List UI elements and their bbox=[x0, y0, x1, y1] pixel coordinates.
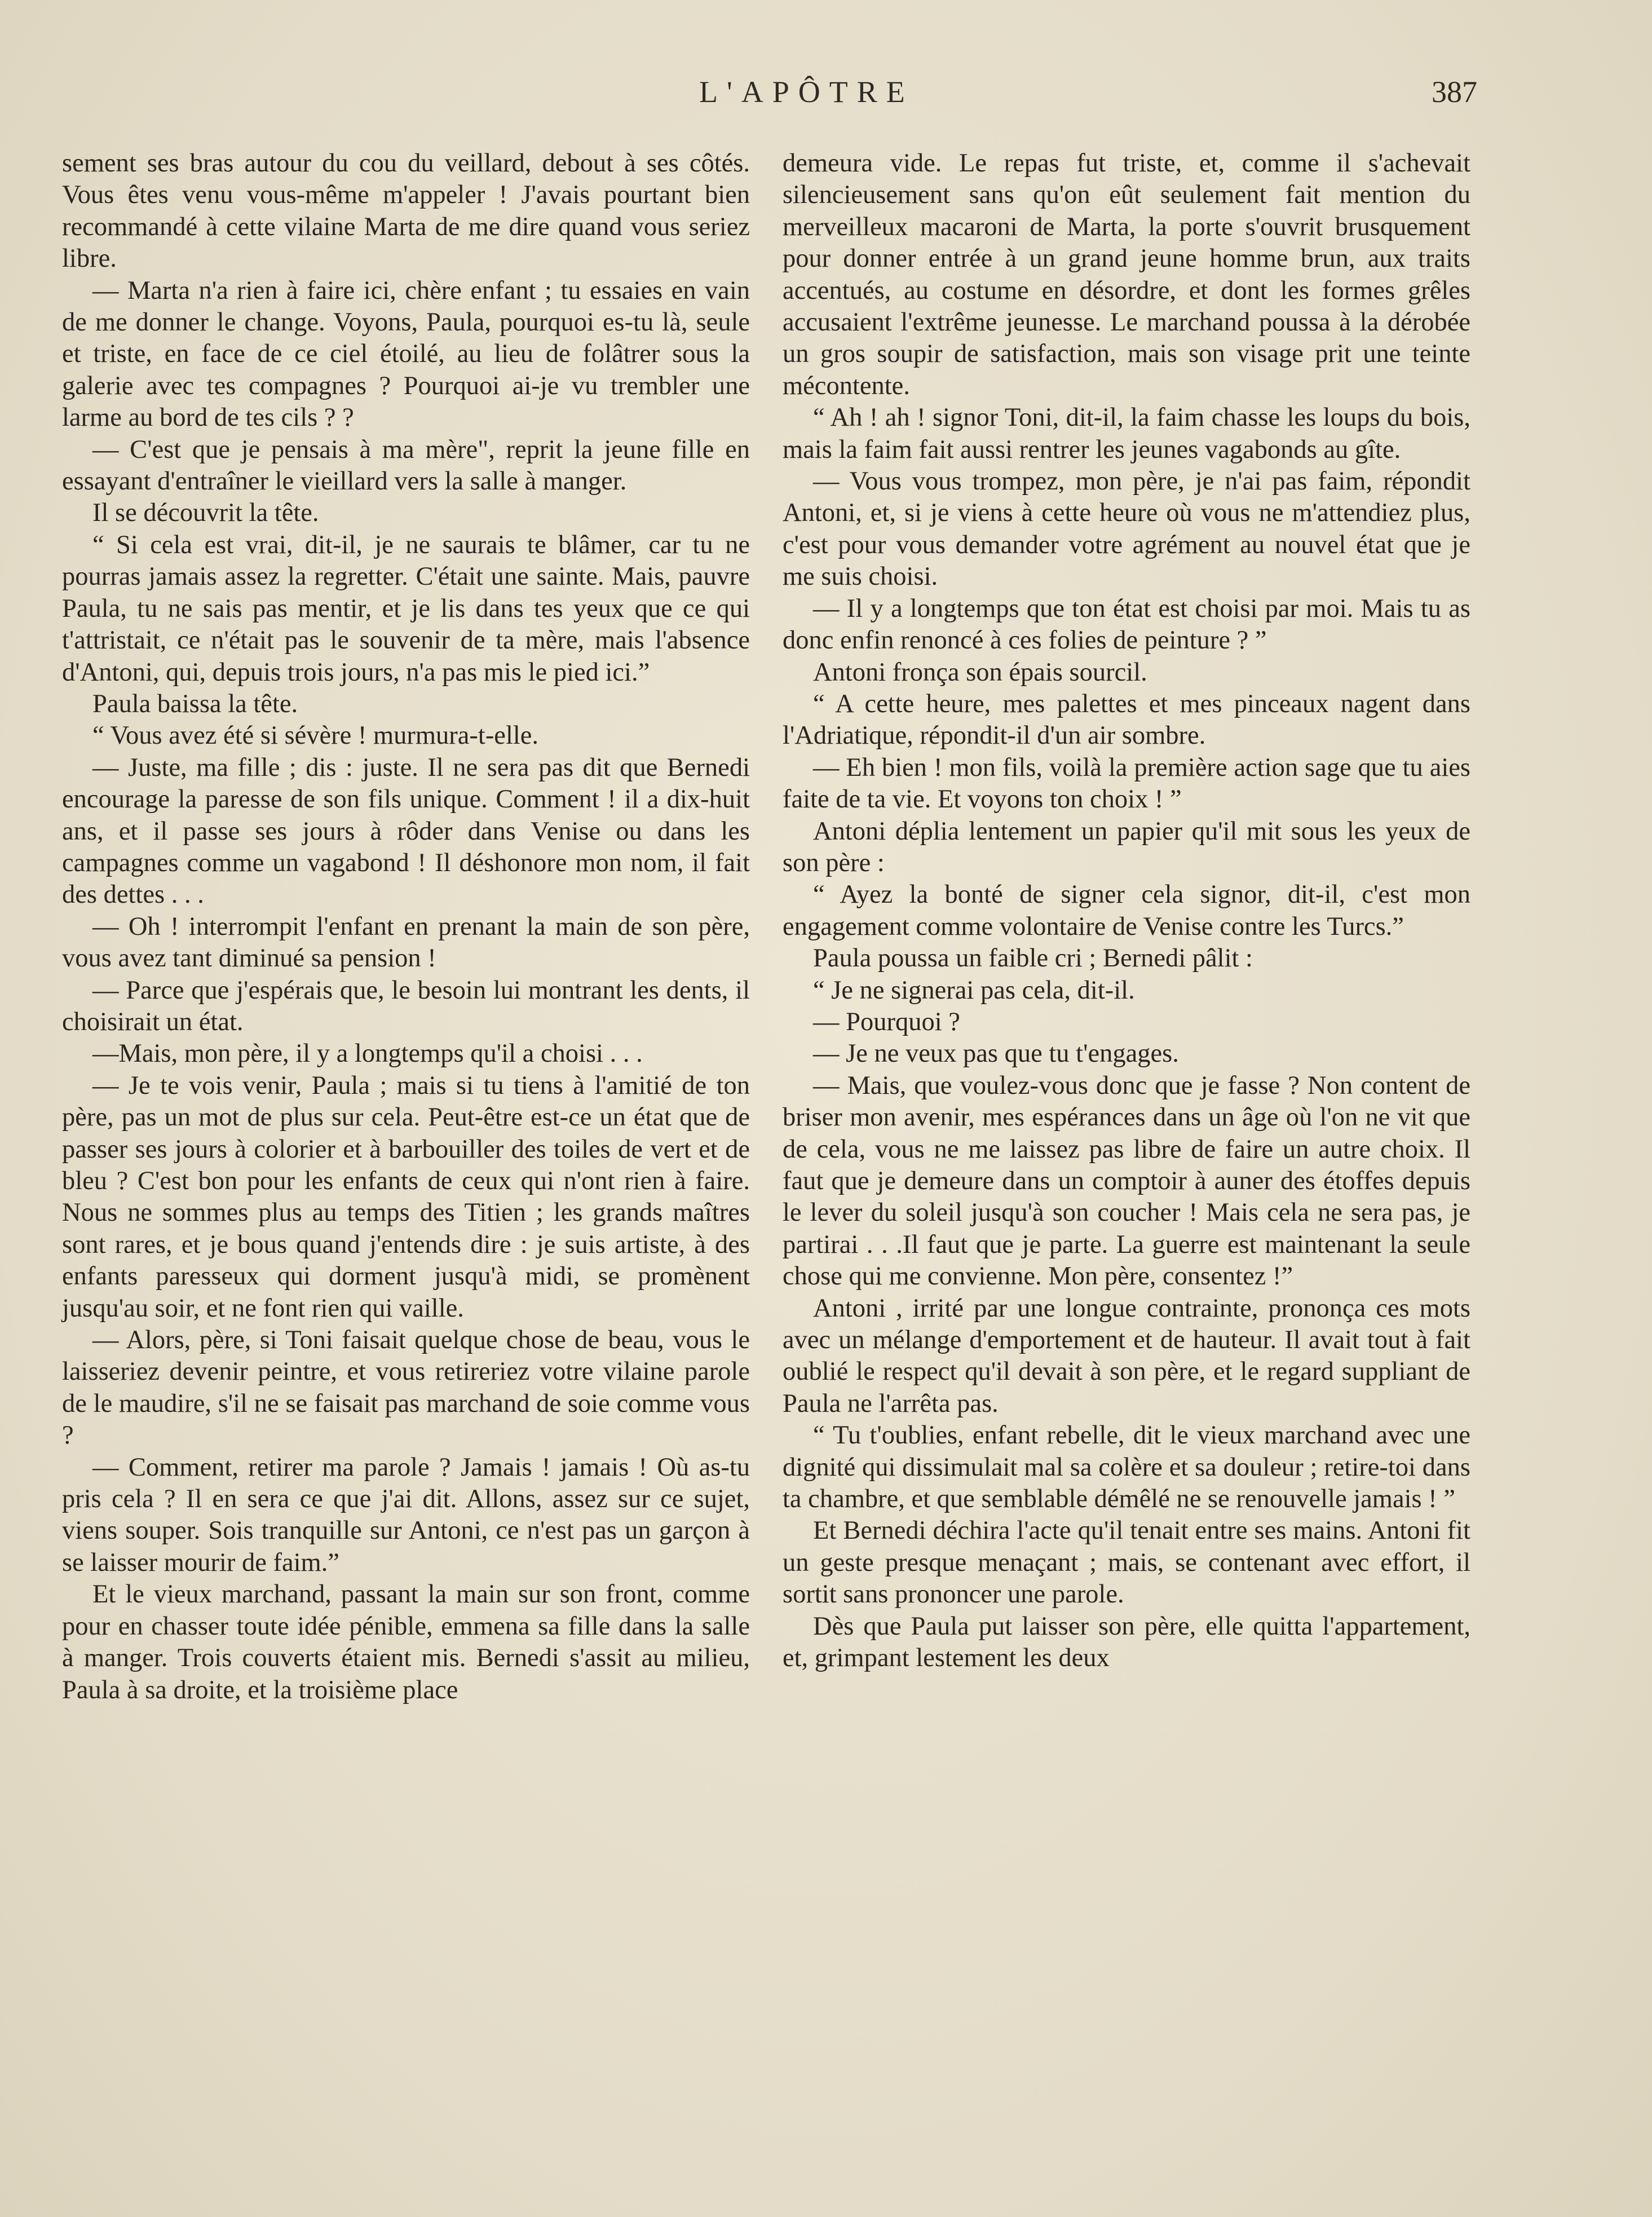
running-title: L'APÔTRE bbox=[699, 75, 914, 109]
paragraph: Antoni déplia lentement un papier qu'il mit sous les yeux de son père : bbox=[783, 816, 1470, 877]
paragraph: “ Ayez la bonté de signer cela signor, dit-il, c'est mon engagement comme volontaire de Venise contre les Turcs.” bbox=[783, 880, 1470, 941]
paragraph: “ Ah ! ah ! signor Toni, dit-il, la faim chasse les loups du bois, mais la faim fait aussi rentrer les jeunes vagabonds au gîte. bbox=[783, 403, 1470, 464]
paragraph: — Pourquoi ? bbox=[813, 1007, 960, 1036]
paragraph: Paula baissa la tête. bbox=[92, 689, 298, 718]
left-text-column bbox=[62, 148, 750, 1706]
paragraph: demeura vide. Le repas fut triste, et, comme il s'achevait silencieusement sans qu'on eût seulement fait mention du merveilleux macaroni de Marta, la porte s'ouvrit brusquement pour donner entrée à un grand jeune homme brun, aux traits accentués, au costume en désordre, et dont les formes grêles accusaient l'extrême jeunesse. Le marchand poussa à la dérobée un gros soupir de satisfaction, mais son visage prit une teinte mécontente. bbox=[783, 149, 1470, 400]
right-text-column bbox=[783, 148, 1470, 1675]
page-number: 387 bbox=[1432, 75, 1477, 109]
paragraph: Antoni , irrité par une longue contrainte, prononça ces mots avec un mélange d'emportement et de hauteur. Il avait tout à fait oublié le respect qu'il devait à son père, et le regard suppliant de Paula ne l'arrêta pas. bbox=[783, 1293, 1470, 1418]
paragraph: — Je ne veux pas que tu t'engages. bbox=[813, 1039, 1179, 1068]
paragraph: — Il y a longtemps que ton état est choisi par moi. Mais tu as donc enfin renoncé à ces folies de peinture ? ” bbox=[783, 594, 1470, 655]
paragraph: — C'est que je pensais à ma mère", reprit la jeune fille en essayant d'entraîner le vieillard vers la salle à manger. bbox=[62, 435, 750, 496]
paragraph: “ Tu t'oublies, enfant rebelle, dit le vieux marchand avec une dignité qui dissimulait mal sa colère et sa douleur ; retire-toi dans ta chambre, et que semblable démêlé ne se renouvelle jamais ! ” bbox=[783, 1421, 1470, 1514]
paragraph: “ A cette heure, mes palettes et mes pinceaux nagent dans l'Adriatique, répondit-il d'un air sombre. bbox=[783, 689, 1470, 750]
paragraph: Et Bernedi déchira l'acte qu'il tenait entre ses mains. Antoni fit un geste presque menaçant ; mais, se contenant avec effort, il sortit sans prononcer une parole. bbox=[783, 1516, 1470, 1609]
paragraph: —Mais, mon père, il y a longtemps qu'il a choisi . . . bbox=[92, 1039, 643, 1068]
paragraph: — Comment, retirer ma parole ? Jamais ! jamais ! Où as-tu pris cela ? Il en sera ce que j'ai dit. Allons, assez sur ce sujet, viens souper. Sois tranquille sur Antoni, ce n'est pas un garçon à se laisser mourir de faim.” bbox=[62, 1452, 750, 1577]
paragraph: “ Je ne signerai pas cela, dit-il. bbox=[813, 975, 1135, 1005]
paragraph: “ Si cela est vrai, dit-il, je ne saurais te blâmer, car tu ne pourras jamais assez la regretter. C'était une sainte. Mais, pauvre Paula, tu ne sais pas mentir, et je lis dans tes yeux que ce qui t'attristait, ce n'était pas le souvenir de ta mère, mais l'absence d'Antoni, qui, depuis trois jours, n'a pas mis le pied ici.” bbox=[62, 530, 750, 687]
paragraph: — Mais, que voulez-vous donc que je fasse ? Non content de briser mon avenir, mes espérances dans un âge où l'on ne vit que de cela, vous ne me laissez pas libre de faire un autre choix. Il faut que je demeure dans un comptoir à auner des étoffes depuis le lever du soleil jusqu'à son coucher ! Mais cela ne sera pas, je partirai . . .Il faut que je parte. La guerre est maintenant la seule chose qui me convienne. Mon père, consentez !” bbox=[783, 1071, 1470, 1291]
paragraph: — Juste, ma fille ; dis : juste. Il ne sera pas dit que Bernedi encourage la paresse de son fils unique. Comment ! il a dix-huit ans, et il passe ses jours à rôder dans Venise ou dans les campagnes comme un vagabond ! Il déshonore mon nom, il fait des dettes . . . bbox=[62, 753, 750, 909]
paragraph: — Eh bien ! mon fils, voilà la première action sage que tu aies faite de ta vie. Et voyons ton choix ! ” bbox=[783, 753, 1470, 814]
paragraph: Antoni fronça son épais sourcil. bbox=[813, 657, 1147, 687]
paragraph: — Je te vois venir, Paula ; mais si tu tiens à l'amitié de ton père, pas un mot de plus sur cela. Peut-être est-ce un état que de passer ses jours à colorier et à barbouiller des toiles de vert et de bleu ? C'est bon pour les enfants de ceux qui n'ont rien à faire. Nous ne sommes plus au temps des Titien ; les grands maîtres sont rares, et je bous quand j'entends dire : je suis artiste, à des enfants paresseux qui dorment jusqu'à midi, se promènent jusqu'au soir, et ne font rien qui vaille. bbox=[62, 1071, 750, 1323]
paragraph: — Oh ! interrompit l'enfant en prenant la main de son père, vous avez tant diminué sa pension ! bbox=[62, 912, 750, 973]
paragraph: Il se découvrit la tête. bbox=[92, 498, 319, 528]
paragraph: — Marta n'a rien à faire ici, chère enfant ; tu essaies en vain de me donner le change. Voyons, Paula, pourquoi es-tu là, seule et triste, en face de ce ciel étoilé, au lieu de folâtrer sous la galerie avec tes compagnes ? Pourquoi ai-je vu trembler une larme au bord de tes cils ? ? bbox=[62, 276, 750, 432]
paragraph: “ Vous avez été si sévère ! murmura-t-elle. bbox=[92, 721, 539, 750]
paragraph: Et le vieux marchand, passant la main sur son front, comme pour en chasser toute idée pénible, emmena sa fille dans la salle à manger. Trois couverts étaient mis. Bernedi s'assit au milieu, Paula à sa droite, et la troisième place bbox=[62, 1580, 750, 1704]
paragraph: sement ses bras autour du cou du veillard, debout à ses côtés. Vous êtes venu vous-même m'appeler ! J'avais pourtant bien recommandé à cette vilaine Marta de me dire quand vous seriez libre. bbox=[62, 149, 750, 273]
paragraph: Dès que Paula put laisser son père, elle quitta l'appartement, et, grimpant lestement les deux bbox=[783, 1611, 1470, 1673]
page-header bbox=[62, 74, 1477, 120]
paragraph: — Alors, père, si Toni faisait quelque chose de beau, vous le laisseriez devenir peintre, et vous retireriez votre vilaine parole de le maudire, s'il ne se faisait pas marchand de soie comme vous ? bbox=[62, 1326, 750, 1450]
paragraph: Paula poussa un faible cri ; Bernedi pâlit : bbox=[813, 944, 1253, 973]
paragraph: — Parce que j'espérais que, le besoin lui montrant les dents, il choisirait un état. bbox=[62, 975, 750, 1036]
paragraph: — Vous vous trompez, mon père, je n'ai pas faim, répondit Antoni, et, si je viens à cette heure où vous ne m'attendiez plus, c'est pour vous demander votre agrément au nouvel état que je me suis choisi. bbox=[783, 467, 1470, 591]
